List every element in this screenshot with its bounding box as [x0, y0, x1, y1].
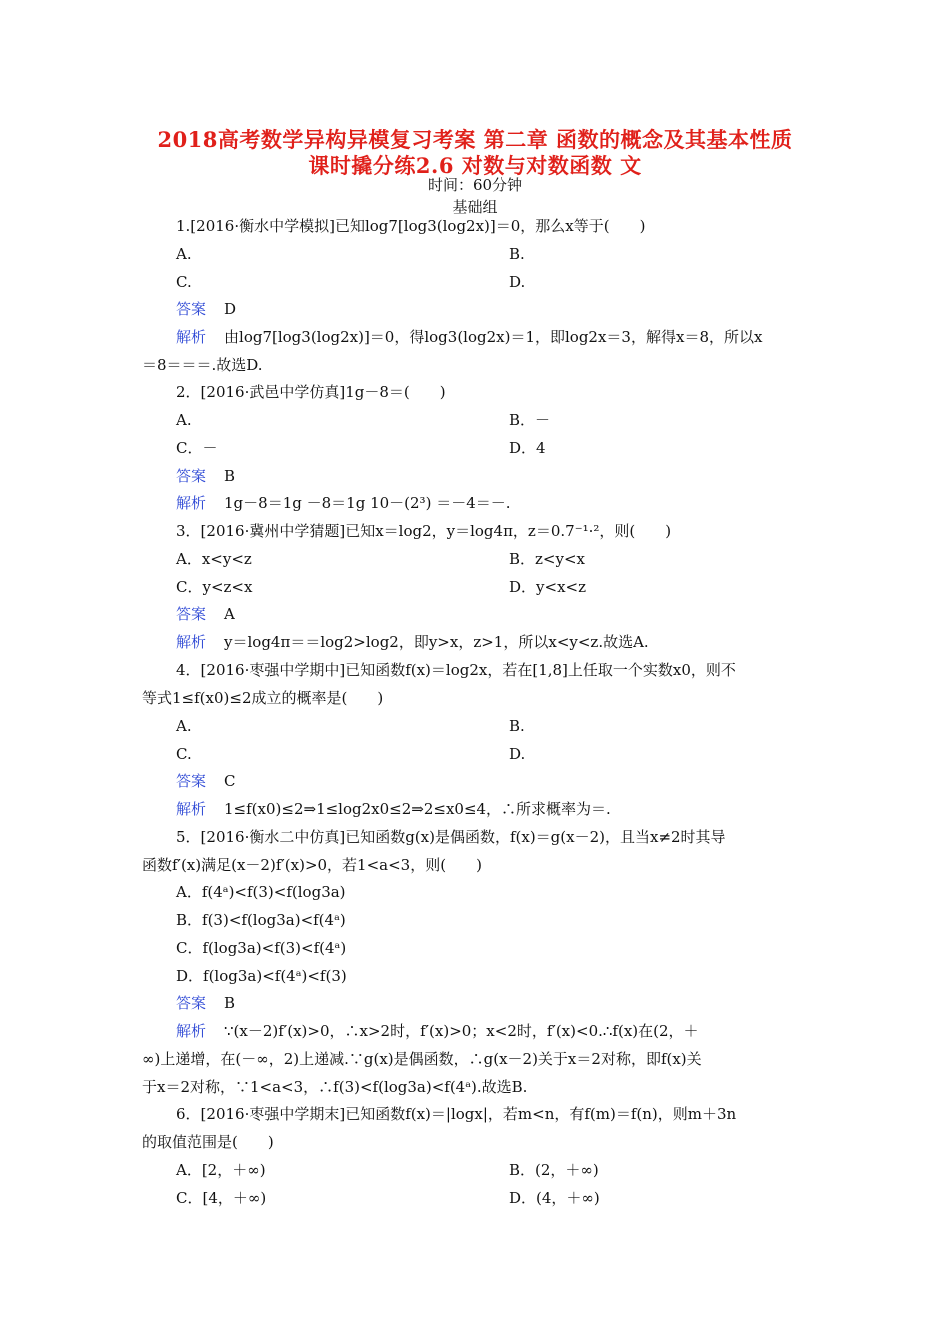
- q4-stem-line2: 等式1≤f(x0)≤2成立的概率是( ): [142, 689, 384, 707]
- q4-analysis-row: [176, 799, 611, 819]
- analysis-label: 解析: [176, 800, 207, 818]
- q3-analysis-row: [176, 632, 649, 652]
- answer-label: 答案: [176, 605, 207, 623]
- analysis-label: 解析: [176, 494, 207, 512]
- q5-analysis-line1: ∵(x－2)f′(x)>0，∴x>2时，f′(x)>0；x<2时，f′(x)<0.∴f(x)在(2，＋: [224, 1022, 699, 1040]
- q2-stem: 2．[2016·武邑中学仿真]1g－8＝( ): [176, 383, 446, 401]
- q1-answer: D: [224, 300, 237, 318]
- q1-analysis-line1: 由log7[log3(log2x)]＝0，得log3(log2x)＝1，即log2x＝3，解得x＝8，所以x: [224, 328, 763, 346]
- q4-answer-row: [176, 771, 236, 791]
- q5-answer: B: [224, 994, 236, 1012]
- q5-stem-line2: 函数f′(x)满足(x－2)f′(x)>0，若1<a<3，则( ): [142, 856, 482, 874]
- q2-answer: B: [224, 467, 236, 485]
- q4-option-a: A.: [176, 717, 192, 735]
- analysis-label: 解析: [176, 633, 207, 651]
- section-heading: 基础组: [452, 198, 498, 216]
- q3-stem: 3．[2016·冀州中学猜题]已知x＝log2，y＝log4π，z＝0.7⁻¹·²，则( ): [176, 522, 672, 540]
- q6-option-a: A．[2，＋∞): [176, 1161, 266, 1179]
- q6-stem-line1: 6．[2016·枣强中学期末]已知函数f(x)＝|logx|，若m<n，有f(m)＝f(n)，则m＋3n: [176, 1105, 737, 1123]
- q1-answer-row: [176, 299, 236, 319]
- q3-option-a: A．x<y<z: [176, 550, 252, 568]
- q2-answer-row: [176, 466, 235, 486]
- q1-option-b: B.: [509, 245, 525, 263]
- q5-analysis-row: [176, 1021, 699, 1041]
- q5-option-c: C．f(log3a)<f(3)<f(4ᵃ): [176, 939, 347, 957]
- q2-option-b: B．－: [509, 411, 551, 429]
- q2-option-a: A.: [176, 411, 192, 429]
- q1-analysis-row: [176, 327, 762, 347]
- q4-stem-line1: 4．[2016·枣强中学期中]已知函数f(x)＝log2x，若在[1,8]上任取一个实数x0，则不: [176, 661, 736, 679]
- q5-analysis-line2: ∞)上递增，在(－∞，2)上递减.∵g(x)是偶函数，∴g(x－2)关于x＝2对称，即f(x)关: [142, 1050, 702, 1068]
- q5-option-b: B．f(3)<f(log3a)<f(4ᵃ): [176, 911, 346, 929]
- q6-stem-line2: 的取值范围是( ): [142, 1133, 274, 1151]
- q4-option-d: D.: [509, 745, 526, 763]
- q3-option-d: D．y<x<z: [509, 578, 586, 596]
- document-title-line1: 2018高考数学异构异模复习考案 第二章 函数的概念及其基本性质: [157, 127, 793, 152]
- answer-label: 答案: [176, 772, 207, 790]
- q5-analysis-line3: 于x＝2对称，∵1<a<3，∴f(3)<f(log3a)<f(4ᵃ).故选B.: [142, 1078, 528, 1096]
- q4-answer: C: [224, 772, 236, 790]
- q1-option-d: D.: [509, 273, 526, 291]
- answer-label: 答案: [176, 994, 207, 1012]
- q3-option-b: B．z<y<x: [509, 550, 585, 568]
- q2-analysis-line1: 1g－8＝1g －8＝1g 10－(2³) ＝－4＝－.: [224, 494, 511, 512]
- q6-option-c: C．[4，＋∞): [176, 1189, 267, 1207]
- q3-analysis-line1: y＝log4π＝＝log2>log2，即y>x，z>1，所以x<y<z.故选A.: [224, 633, 649, 651]
- q5-option-a: A．f(4ᵃ)<f(3)<f(log3a): [176, 883, 346, 901]
- time-limit: 时间：60分钟: [427, 176, 523, 194]
- q2-option-d: D．4: [509, 439, 546, 457]
- q1-analysis-line2: ＝8＝＝＝.故选D.: [142, 356, 263, 374]
- q2-option-c: C．－: [176, 439, 218, 457]
- q2-analysis-row: [176, 493, 511, 513]
- q1-option-c: C.: [176, 273, 192, 291]
- answer-label: 答案: [176, 467, 207, 485]
- q1-option-a: A.: [176, 245, 192, 263]
- q1-stem: 1.[2016·衡水中学模拟]已知log7[log3(log2x)]＝0，那么x等于( ): [176, 217, 646, 235]
- q3-answer: A: [224, 605, 235, 623]
- analysis-label: 解析: [176, 1022, 207, 1040]
- q3-option-c: C．y<z<x: [176, 578, 253, 596]
- q5-answer-row: [176, 993, 235, 1013]
- q4-option-c: C.: [176, 745, 192, 763]
- q4-analysis-line1: 1≤f(x0)≤2⇒1≤log2x0≤2⇒2≤x0≤4，∴所求概率为＝.: [224, 800, 611, 818]
- q5-stem-line1: 5．[2016·衡水二中仿真]已知函数g(x)是偶函数，f(x)＝g(x－2)，且当x≠2时其导: [176, 828, 726, 846]
- q3-answer-row: [176, 604, 235, 624]
- q6-option-d: D．(4，＋∞): [509, 1189, 600, 1207]
- q4-option-b: B.: [509, 717, 525, 735]
- analysis-label: 解析: [176, 328, 207, 346]
- document-title-line2: 课时撬分练2.6 对数与对数函数 文: [308, 153, 642, 178]
- q5-option-d: D．f(log3a)<f(4ᵃ)<f(3): [176, 967, 347, 985]
- q6-option-b: B．(2，＋∞): [509, 1161, 599, 1179]
- answer-label: 答案: [176, 300, 207, 318]
